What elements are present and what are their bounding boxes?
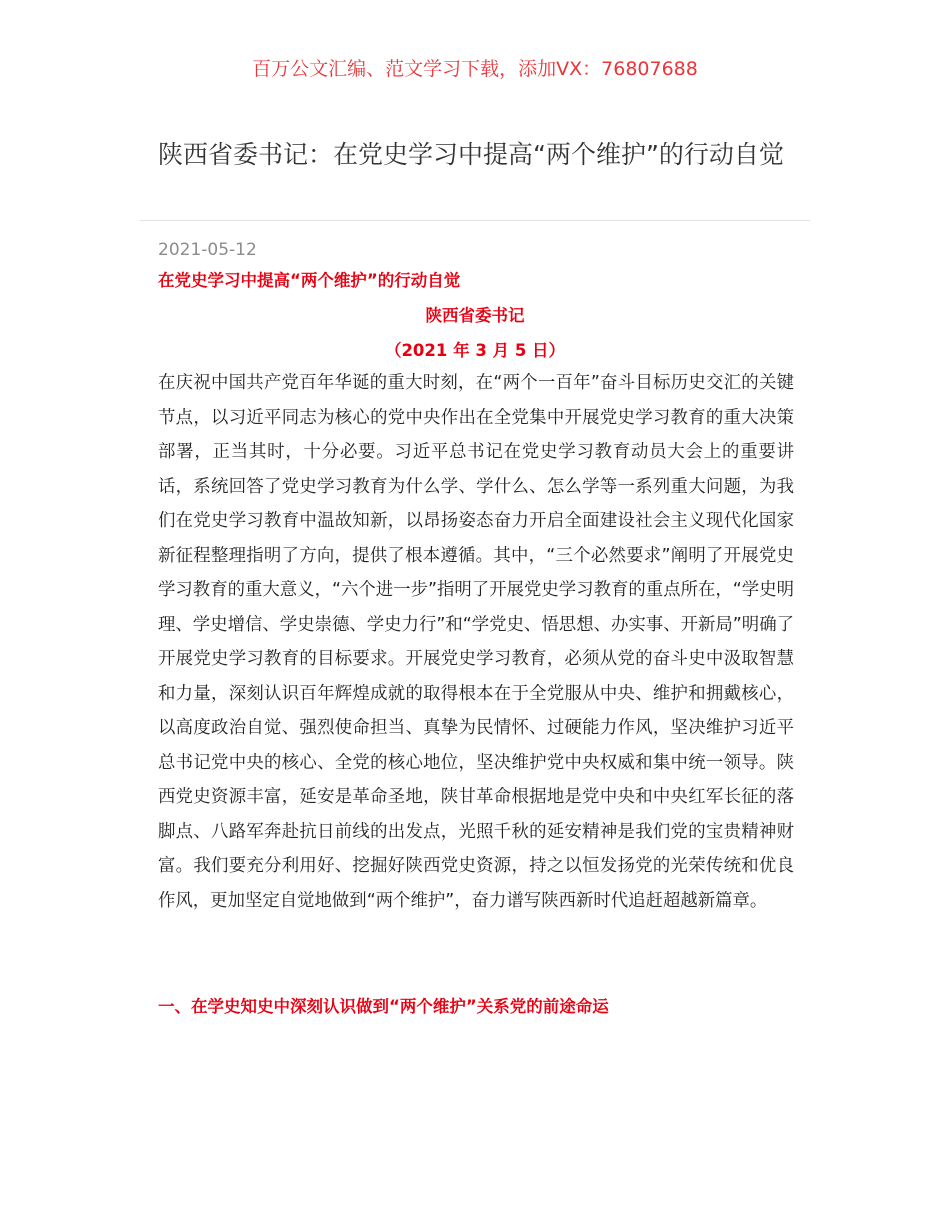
speech-date: （2021 年 3 月 5 日） — [384, 341, 566, 360]
article-subtitle: 在党史学习中提高“两个维护”的行动自觉 — [158, 271, 461, 290]
promo-banner: 百万公文汇编、范文学习下载，添加VX：76807688 — [252, 58, 698, 80]
article-title: 陕西省委书记：在党史学习中提高“两个维护”的行动自觉 — [158, 140, 784, 169]
title-divider — [140, 220, 810, 221]
section-heading: 一、在学史知史中深刻认识做到“两个维护”关系党的前途命运 — [158, 997, 609, 1016]
author-line: 陕西省委书记 — [425, 306, 525, 325]
body-paragraph: 在庆祝中国共产党百年华诞的重大时刻，在“两个一百年”奋斗目标历史交汇的关键节点，以习近平同志为核心的党中央作出在全党集中开展党史学习教育的重大决策部署，正当其时，十分必要。习近平总书记在党史学习教育动员大会上的重要讲话，系统回答了党史学习教育为什么学、学什么、怎么学等一系列重大问题，为我们在党史学习教育中温故知新，以昂扬姿态奋力开启全面建设社会主义现代化国家新征程整理指明了方向，提供了根本遵循。其中，“三个必然要求”阐明了开展党史学习教育的重大意义，“六个进一步”指明了开展党史学习教育的重点所在，“学史明理、学史增信、学史崇德、学史力行”和“学党史、悟思想、办实事、开新局”明确了开展党史学习教育的目标要求。开展党史学习教育，必须从党的奋斗史中汲取智慧和力量，深刻认识百年辉煌成就的取得根本在于全党服从中央、维护和拥戴核心，以高度政治自觉、强烈使命担当、真挚为民情怀、过硬能力作风，坚决维护习近平总书记党中央的核心、全党的核心地位，坚决维护党中央权威和集中统一领导。陕西党史资源丰富，延安是革命圣地，陕甘革命根据地是党中央和中央红军长征的落脚点、八路军奔赴抗日前线的出发点，光照千秋的延安精神是我们党的宝贵精神财富。我们要充分利用好、挖掘好陕西党史资源，持之以恒发扬党的光荣传统和优良作风，更加坚定自觉地做到“两个维护”，奋力谱写陕西新时代追赶超越新篇章。 — [158, 373, 794, 911]
publish-date: 2021-05-12 — [158, 240, 257, 260]
